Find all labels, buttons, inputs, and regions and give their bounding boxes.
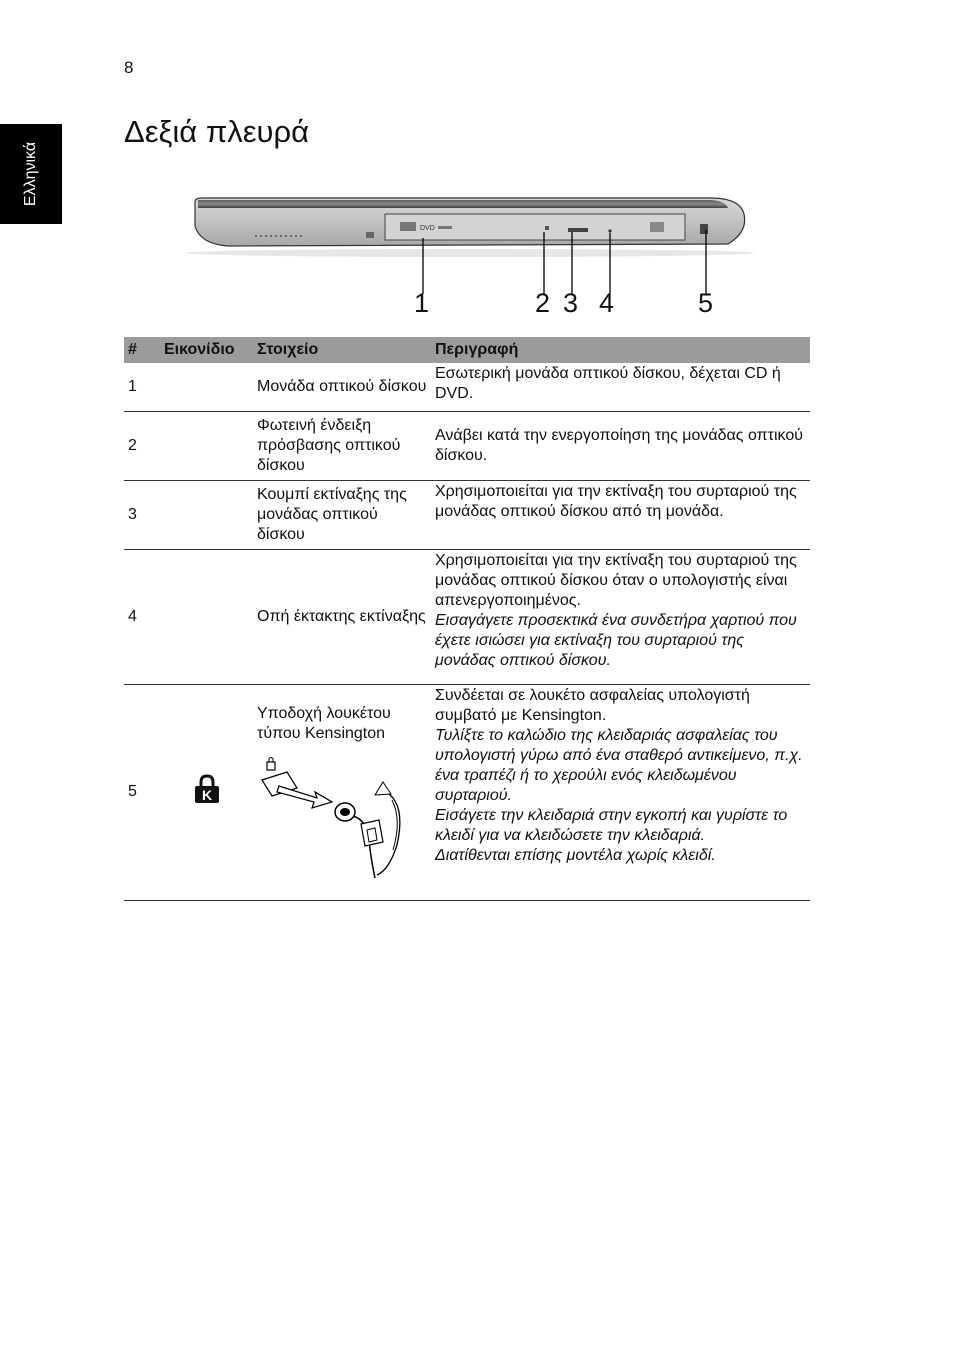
callout-5: 5 (698, 288, 714, 318)
kensington-lock-illustration (257, 750, 407, 880)
description-text: Χρησιμοποιείται για την εκτίναξη του συρταριού της μονάδας οπτικού δίσκου όταν ο υπολογιστής είναι απενεργοποιημένος. (435, 551, 797, 609)
eject-button (568, 228, 588, 232)
description-text: Συνδέεται σε λουκέτο ασφαλείας υπολογιστή συμβατό με Kensington. (435, 686, 750, 724)
page-title: Δεξιά πλευρά (124, 114, 310, 149)
row-item: Φωτεινή ένδειξη πρόσβασης οπτικού δίσκου (253, 411, 431, 480)
row-icon (160, 363, 253, 411)
right-side-table (124, 337, 810, 901)
row-description: Εσωτερική μονάδα οπτικού δίσκου, δέχεται CD ή DVD. (431, 363, 810, 411)
row-number: 2 (124, 411, 160, 480)
table-row (124, 411, 810, 480)
page-number: 8 (124, 58, 134, 77)
language-tab (0, 124, 62, 224)
table-row (124, 549, 810, 684)
table-row (124, 480, 810, 549)
row-icon (160, 549, 253, 684)
row-number: 4 (124, 549, 160, 684)
header-item: Στοιχείο (253, 337, 431, 363)
row-number: 5 (124, 684, 160, 900)
emergency-eject-hole (608, 229, 611, 232)
dvd-logo: DVD (420, 225, 435, 232)
callout-4: 4 (599, 288, 615, 318)
row-item: Κουμπί εκτίναξης της μονάδας οπτικού δίσκου (253, 480, 431, 549)
row-item: Οπή έκτακτης εκτίναξης (253, 549, 431, 684)
row-number: 1 (124, 363, 160, 411)
row-item-label: Υποδοχή λουκέτου τύπου Kensington (257, 704, 391, 742)
row-icon (160, 480, 253, 549)
description-note: Εισάγετε την κλειδαριά στην εγκοπή και γυρίστε το κλειδί για να κλειδώσετε την κλειδαριά. (435, 806, 788, 844)
description-note: Τυλίξτε το καλώδιο της κλειδαριάς ασφαλείας του υπολογιστή γύρω από ένα σταθερό αντικείμενο, π.χ. ένα τραπέζι ή το χερούλι ενός κλειδωμένου συρταριού. (435, 726, 803, 804)
table-row (124, 363, 810, 411)
table-row (124, 684, 810, 900)
row-description (431, 684, 810, 900)
callout-3: 3 (563, 288, 579, 318)
row-icon (160, 411, 253, 480)
row-item (253, 684, 431, 900)
description-note: Εισαγάγετε προσεκτικά ένα συνδετήρα χαρτιού που έχετε ισιώσει για εκτίναξη του συρταριού της μονάδας οπτικού δίσκου. (435, 611, 797, 669)
row-icon (160, 684, 253, 900)
header-description: Περιγραφή (431, 337, 810, 363)
description-note: Διατίθενται επίσης μοντέλα χωρίς κλειδί. (435, 846, 716, 864)
language-tab-label: Ελληνικά (22, 141, 39, 207)
header-icon: Εικονίδιο (160, 337, 253, 363)
kensington-slot (700, 224, 708, 234)
header-num: # (124, 337, 160, 363)
row-description: Ανάβει κατά την ενεργοποίηση της μονάδας οπτικού δίσκου. (431, 411, 810, 480)
row-description: Χρησιμοποιείται για την εκτίναξη του συρταριού της μονάδας οπτικού δίσκου από τη μονάδα. (431, 480, 810, 549)
laptop-right-side-illustration (180, 186, 760, 326)
callout-2: 2 (535, 288, 551, 318)
table-header-row (124, 337, 810, 363)
row-item: Μονάδα οπτικού δίσκου (253, 363, 431, 411)
svg-text:K: K (201, 787, 213, 803)
callout-1: 1 (414, 288, 430, 318)
kensington-lock-icon (194, 774, 220, 804)
row-description (431, 549, 810, 684)
row-number: 3 (124, 480, 160, 549)
